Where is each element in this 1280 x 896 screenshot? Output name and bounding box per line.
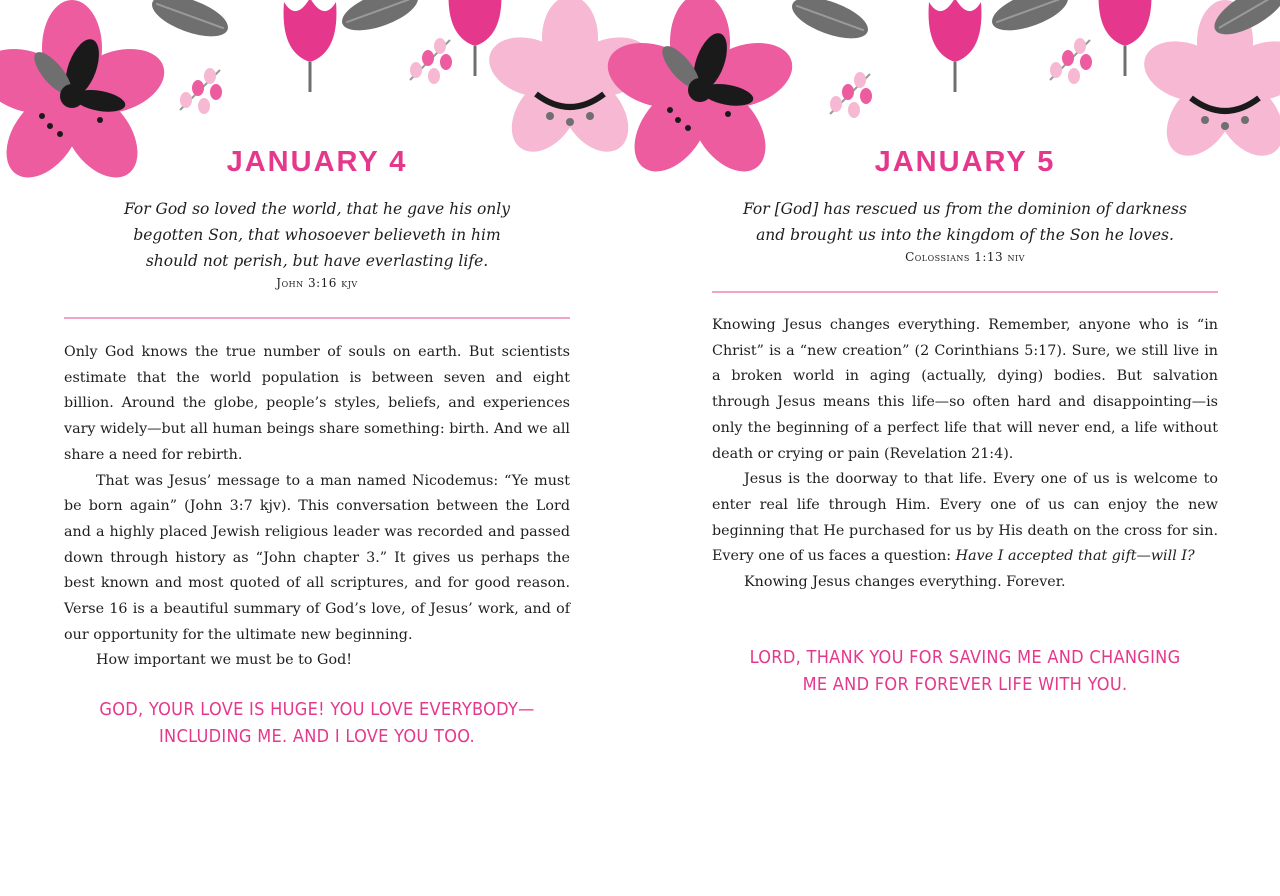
prayer — [64, 696, 570, 750]
devotional-body — [64, 340, 570, 674]
verse-reference: Colossians 1:13 niv — [905, 250, 1025, 264]
paragraph: Only God knows the true number of souls on earth. But scientists estimate that the world population is between seven and eight billion. Around the globe, people’s styles, beliefs, and experiences vary widely—but all human beings share something: birth. And we all share a need for rebirth. — [64, 344, 570, 463]
prayer — [712, 644, 1218, 698]
paragraph: That was Jesus’ message to a man named Nicodemus: “Ye must be born again” (John 3:7 kjv). This conversation between the Lord and a highly placed Jewish religious leader was recorded and passed down through history as “John chapter 3.” It gives us perhaps the best known and most quoted of all scriptures, and for good reason. Verse 16 is a beautiful summary of God’s love, of Jesus’ work, and of our opportunity for the ultimate new beginning. — [64, 472, 570, 643]
paragraph — [712, 467, 1218, 570]
devotional-body — [712, 313, 1218, 596]
verse-line: and brought us into the kingdom of the Son he loves. — [756, 226, 1174, 244]
prayer-line: ME AND FOR FOREVER LIFE WITH YOU. — [802, 674, 1128, 695]
left-page — [64, 0, 570, 896]
verse-line: should not perish, but have everlasting life. — [145, 252, 489, 270]
paragraph: Knowing Jesus changes everything. Remember, anyone who is “in Christ” is a “new creation” (2 Corinthians 5:17). Sure, we still live in a broken world in aging (actually, dying) bodies. But salvation through Jesus means this life—so often hard and disappointing—is only the beginning of a perfect life that will never end, a life without death or crying or pain (Revelation 21:4). — [712, 317, 1218, 462]
question-italic: Have I accepted that gift—will I? — [955, 548, 1195, 565]
divider — [64, 317, 570, 319]
prayer-line: INCLUDING ME. AND I LOVE YOU TOO. — [158, 726, 475, 747]
date-heading: JANUARY 5 — [874, 146, 1056, 178]
paragraph-text: Jesus is the doorway to that life. Every one of us is welcome to enter real life through Him. Every one of us can enjoy the new beginning that He purchased for us by His death on the cross for sin. Every one of us faces a question: — [712, 471, 1218, 565]
verse-line: begotten Son, that whosoever believeth in him — [133, 226, 501, 244]
scripture-verse — [712, 196, 1218, 248]
divider — [712, 291, 1218, 293]
verse-reference: John 3:16 kjv — [276, 276, 358, 290]
verse-line: For God so loved the world, that he gave his only — [123, 200, 511, 218]
prayer-line: LORD, THANK YOU FOR SAVING ME AND CHANGING — [749, 647, 1181, 668]
verse-line: For [God] has rescued us from the dominion of darkness — [743, 200, 1187, 218]
scripture-verse — [64, 196, 570, 274]
prayer-line: GOD, YOUR LOVE IS HUGE! YOU LOVE EVERYBODY— — [99, 699, 535, 720]
paragraph: How important we must be to God! — [96, 652, 352, 669]
paragraph: Knowing Jesus changes everything. Forever. — [744, 574, 1066, 591]
right-page — [712, 0, 1218, 896]
date-heading: JANUARY 4 — [226, 146, 408, 178]
